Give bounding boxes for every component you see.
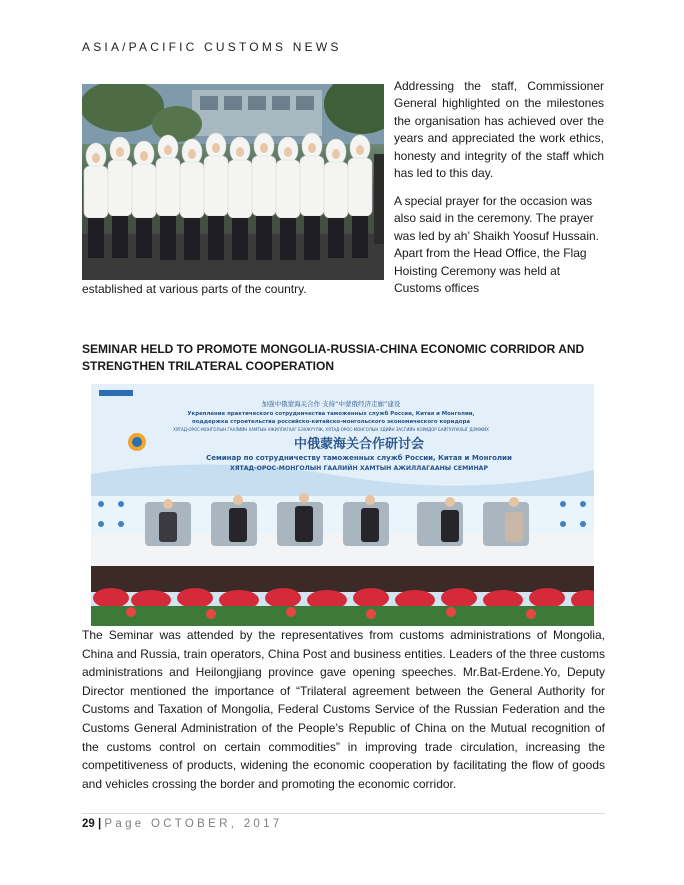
prayer-ceremony-illustration xyxy=(82,84,384,280)
article1-paragraph2-continued: established at various parts of the country. xyxy=(82,282,307,296)
banner-ru-small-text-1: Укрепление практического сотрудничества таможенных служб России, Китая и Монголии, xyxy=(187,411,475,417)
prayer-ceremony-photo xyxy=(82,84,384,280)
banner-mn-small-text: ХЯТАД-ОРОС-МОНГОЛЫН ГААЛИЙН ХАМТЫН АЖИЛЛАГААГ БЭХЖҮҮЛЖ, ХЯТАД-ОРОС-МОНГОЛЫН ЭДИЙН ЗАСГИЙН КОРИДОР БАЙГУУЛАХЫГ ДЭМЖИХ xyxy=(173,427,489,432)
article1-paragraph2: A special prayer for the occasion was also said in the ceremony. The prayer was led by ah’ Shaikh Yoosuf Hussain. Apart from the Head Office, the Flag Hoisting Ceremony was held at Customs offices xyxy=(394,194,600,296)
article2-paragraph: The Seminar was attended by the representatives from customs administrations of Mongolia, China and Russia, train operators, China Post and business entities. Leaders of the three customs administrations and Heilongjiang province gave opening speeches. Mr.Bat-Erdene.Yo, Deputy Director mentioned the importance of “Trilateral agreement between the General Authority for Customs and Taxation of Mongolia, Federal Customs Service of the Russian Federation and the Customs General Administration of the People’s Republic of China on the Mutual recognition of the customs control on certain commodities” in improving trade circulation, increasing the competitiveness of products, widening the economic cooperation by facilitating the flow of goods and vehicles crossing the border and promoting the economic corridor. xyxy=(82,628,605,791)
footer-separator: | xyxy=(94,818,105,830)
seminar-stage-photo xyxy=(91,384,594,626)
banner-cn-title: 中俄蒙海关合作研讨会 xyxy=(293,437,425,452)
page-footer xyxy=(82,818,283,830)
banner-mn-title: ХЯТАД-ОРОС-МОНГОЛЫН ГААЛИЙН ХАМТЫН АЖИЛЛАГААНЫ СЕМИНАР xyxy=(230,465,488,472)
footer-divider xyxy=(82,813,605,814)
publication-header: ASIA/PACIFIC CUSTOMS NEWS xyxy=(82,40,342,54)
banner-ru-small-text-2: поддержка строительства российско-китайско-монгольского экономического коридора xyxy=(192,419,470,425)
banner-ru-title: Семинар по сотрудничеству таможенных служб России, Китая и Монголии xyxy=(206,454,512,462)
page-footer-label: Page OCTOBER, 2017 xyxy=(104,818,283,830)
article2-heading: SEMINAR HELD TO PROMOTE MONGOLIA-RUSSIA-CHINA ECONOMIC CORRIDOR AND STRENGTHEN TRILATERAL COOPERATION xyxy=(82,342,585,374)
banner-cn-small-text: 加强中俄蒙海关合作 支持“中蒙俄经济走廊”建设 xyxy=(261,400,401,408)
seminar-stage-illustration xyxy=(91,384,594,626)
page-number: 29 xyxy=(82,818,95,830)
article1-paragraph1: Addressing the staff, Commissioner General highlighted on the milestones the organisation has achieved over the years and appreciated the work ethics, honesty and integrity of the staff which has led to this day. xyxy=(394,79,604,181)
